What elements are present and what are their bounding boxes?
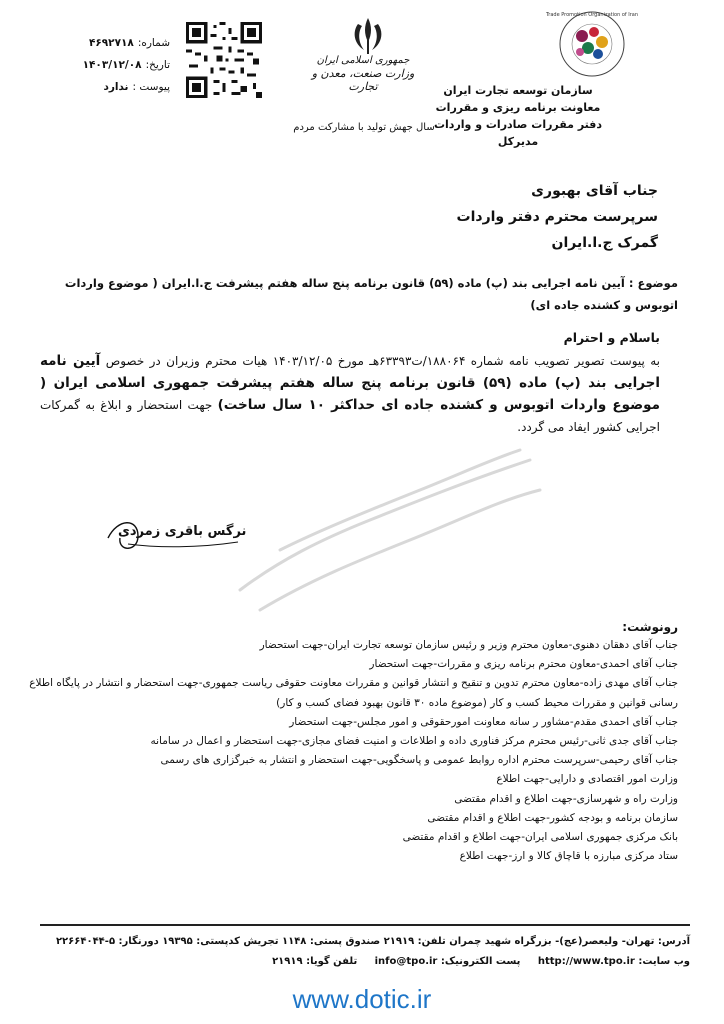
voice-phone: تلفن گویا: ۲۱۹۱۹ [272, 956, 358, 967]
gov-line-1: جمهوری اسلامی ایران [316, 55, 410, 66]
cc-item: سازمان برنامه و بودجه کشور-جهت اطلاع و اقدام مقتضی [427, 811, 678, 824]
watermark [220, 420, 550, 620]
date-label: تاریخ: [145, 59, 170, 71]
email-link[interactable]: پست الکترونیک: info@tpo.ir [374, 956, 521, 967]
attachment-value: ندارد [103, 81, 129, 93]
government-title [300, 54, 426, 93]
addressee-title: سرپرست محترم دفتر واردات [456, 209, 658, 225]
subject-text: آیین نامه اجرایی بند (پ) ماده (۵۹) قانون برنامه پنج ساله هفتم پیشرفت ج.ا.ایران ( موضوع واردات اتوبوس و کشنده جاده ای) [64, 276, 678, 312]
cc-item: ستاد مرکزی مبارزه با قاچاق کالا و ارز-جهت اطلاع [459, 850, 678, 863]
cc-item: وزارت راه و شهرسازی-جهت اطلاع و اقدام مقتضی [454, 792, 678, 805]
org-line-3: دفتر مقررات صادرات و واردات [433, 118, 603, 131]
subject [38, 272, 678, 316]
dotic-site-link[interactable]: www.dotic.ir [292, 984, 432, 1014]
cc-item: وزارت امور اقتصادی و دارایی-جهت اطلاع [496, 773, 678, 786]
org-block [408, 82, 628, 150]
org-line-1: سازمان توسعه تجارت ایران [443, 84, 593, 97]
cc-item: بانک مرکزی جمهوری اسلامی ایران-جهت اطلاع و اقدام مقتضی [402, 831, 678, 844]
footer-divider [40, 924, 690, 926]
qr-code [186, 22, 262, 98]
org-line-4: مدیرکل [497, 135, 539, 148]
cc-item: جناب آقای دهقان دهنوی-معاون محترم وزیر و رئیس سازمان توسعه تجارت ایران-جهت استحضار [259, 639, 678, 651]
subject-label: موضوع : [628, 276, 678, 290]
addressee-block [258, 178, 658, 256]
addressee-org: گمرک ج.ا.ایران [551, 235, 658, 251]
footer-contacts [40, 952, 690, 972]
cc-item: جناب آقای احمدی مقدم-مشاور ر سانه معاونت امورحقوقی و امور مجلس-جهت استحضار [289, 715, 678, 728]
cc-item: جناب آقای مهدی زاده-معاون محترم تدوین و تنقیح و انتشار قوانین و مقررات معاونت حقوقی ریاست جمهوری-جهت استحضار و انتشار در پایگاه اطلاع رسانی قوانین و مقررات محیط کسب و کار (موضوع ماده ۳۰ قانون بهبود فضای کسب و کار) [29, 677, 678, 709]
website-link[interactable]: وب سایت: http://www.tpo.ir [537, 956, 690, 967]
date-value: ۱۴۰۳/۱۲/۰۸ [82, 59, 142, 71]
footer [40, 932, 690, 972]
number-value: ۴۶۹۲۷۱۸ [88, 37, 134, 49]
body-strong: آیین نامه اجرایی بند (پ) ماده (۵۹) قانون برنامه پنج ساله هفتم پیشرفت جمهوری اسلامی ایران ( موضوع واردات اتوبوس و کشنده جاده ای حداکثر ۱۰ سال ساخت) [40, 353, 660, 413]
gov-line-2: وزارت صنعت، معدن و تجارت [311, 67, 415, 93]
letter-meta [50, 32, 170, 98]
body-part-1: به پیوست تصویر تصویب نامه شماره ۱۸۸۰۶۴/ت۶۳۳۹۳هـ مورخ ۱۴۰۳/۱۲/۰۵ هیات محترم وزیران در خصوص [105, 354, 661, 368]
body-part-2: جهت استحضار و ابلاغ به گمرکات اجرایی کشور ایفاد می گردد. [40, 398, 660, 434]
cc-list [18, 636, 678, 866]
addressee-name: جناب آقای بهبوری [531, 183, 658, 199]
cc-title: رونوشت: [622, 620, 678, 634]
number-label: شماره: [137, 37, 170, 49]
tpo-logo-text: Trade Promotion Organization of Iran [545, 12, 639, 18]
footer-address: آدرس: تهران- ولیعصر(عج)- بزرگراه شهید چمران تلفن: ۲۱۹۱۹ صندوق پستی: ۱۱۴۸ تجریش کدپستی: ۱۹۳۹۵ دورنگار: ۵-۲۲۶۶۴۰۴۴ [55, 936, 690, 947]
cc-item: جناب آقای جدی ثانی-رئیس محترم مرکز فناوری داده و اطلاعات و امنیت فضای مجازی-جهت استحضار و اعمال در سامانه [150, 735, 678, 748]
attachment-label: پیوست : [132, 81, 170, 93]
signer-name: نرگس باقری زمردی [118, 524, 247, 539]
cc-item: جناب آقای رحیمی-سرپرست محترم اداره روابط عمومی و پاسخگویی-جهت استحضار و انتشار به خبرگزاری های رسمی [160, 754, 678, 767]
greeting: باسلام و احترام [563, 330, 660, 345]
tpo-logo [532, 10, 652, 78]
iran-emblem-icon [336, 14, 400, 58]
year-slogan: سال جهش تولید با مشارکت مردم [293, 122, 435, 133]
org-line-2: معاونت برنامه ریزی و مقررات [435, 101, 601, 114]
cc-item: جناب آقای احمدی-معاون محترم برنامه ریزی و مقررات-جهت استحضار [369, 658, 678, 671]
